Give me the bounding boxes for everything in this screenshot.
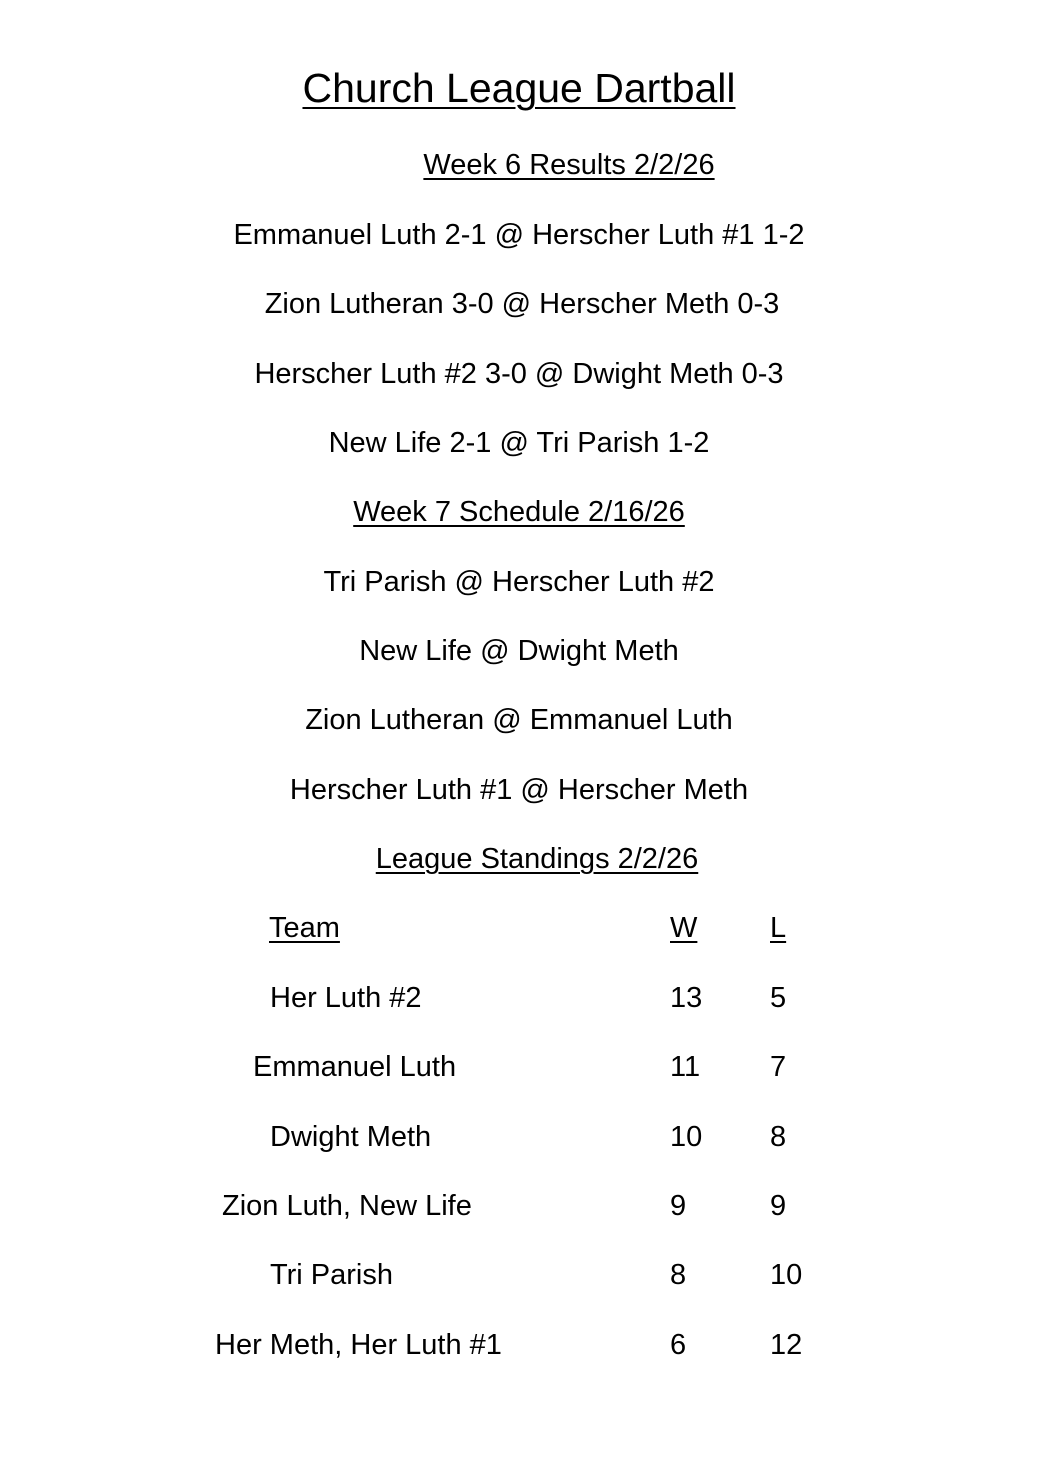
standings-header-team: Team	[269, 912, 340, 944]
result-line: New Life 2-1 @ Tri Parish 1-2	[328, 427, 710, 459]
standings-header-wins: W	[670, 912, 698, 944]
schedule-line: Zion Lutheran @ Emmanuel Luth	[305, 704, 733, 736]
standings-team: Emmanuel Luth	[253, 1051, 457, 1083]
standings-losses: 5	[770, 982, 787, 1014]
standings-header-losses: L	[770, 912, 787, 944]
standings-losses: 10	[770, 1259, 803, 1291]
schedule-line: New Life @ Dwight Meth	[359, 635, 679, 667]
standings-team: Her Meth, Her Luth #1	[215, 1329, 502, 1361]
standings-losses: 9	[770, 1190, 787, 1222]
page-title: Church League Dartball	[302, 65, 736, 111]
result-line: Herscher Luth #2 3-0 @ Dwight Meth 0-3	[254, 358, 784, 390]
standings-heading: League Standings 2/2/26	[375, 843, 699, 875]
schedule-heading: Week 7 Schedule 2/16/26	[353, 496, 685, 528]
standings-wins: 13	[670, 982, 703, 1014]
result-line: Emmanuel Luth 2-1 @ Herscher Luth #1 1-2	[233, 219, 805, 251]
standings-losses: 8	[770, 1121, 787, 1153]
standings-losses: 7	[770, 1051, 787, 1083]
schedule-line: Herscher Luth #1 @ Herscher Meth	[289, 774, 749, 806]
standings-losses: 12	[770, 1329, 803, 1361]
standings-wins: 8	[670, 1259, 687, 1291]
standings-wins: 9	[670, 1190, 687, 1222]
results-heading: Week 6 Results 2/2/26	[423, 149, 715, 181]
schedule-line: Tri Parish @ Herscher Luth #2	[323, 566, 715, 598]
standings-wins: 6	[670, 1329, 687, 1361]
standings-team: Tri Parish	[270, 1259, 393, 1291]
standings-wins: 10	[670, 1121, 703, 1153]
standings-team: Zion Luth, New Life	[222, 1190, 472, 1222]
standings-team: Her Luth #2	[270, 982, 422, 1014]
standings-wins: 11	[670, 1051, 701, 1083]
standings-team: Dwight Meth	[270, 1121, 432, 1153]
result-line: Zion Lutheran 3-0 @ Herscher Meth 0-3	[264, 288, 780, 320]
